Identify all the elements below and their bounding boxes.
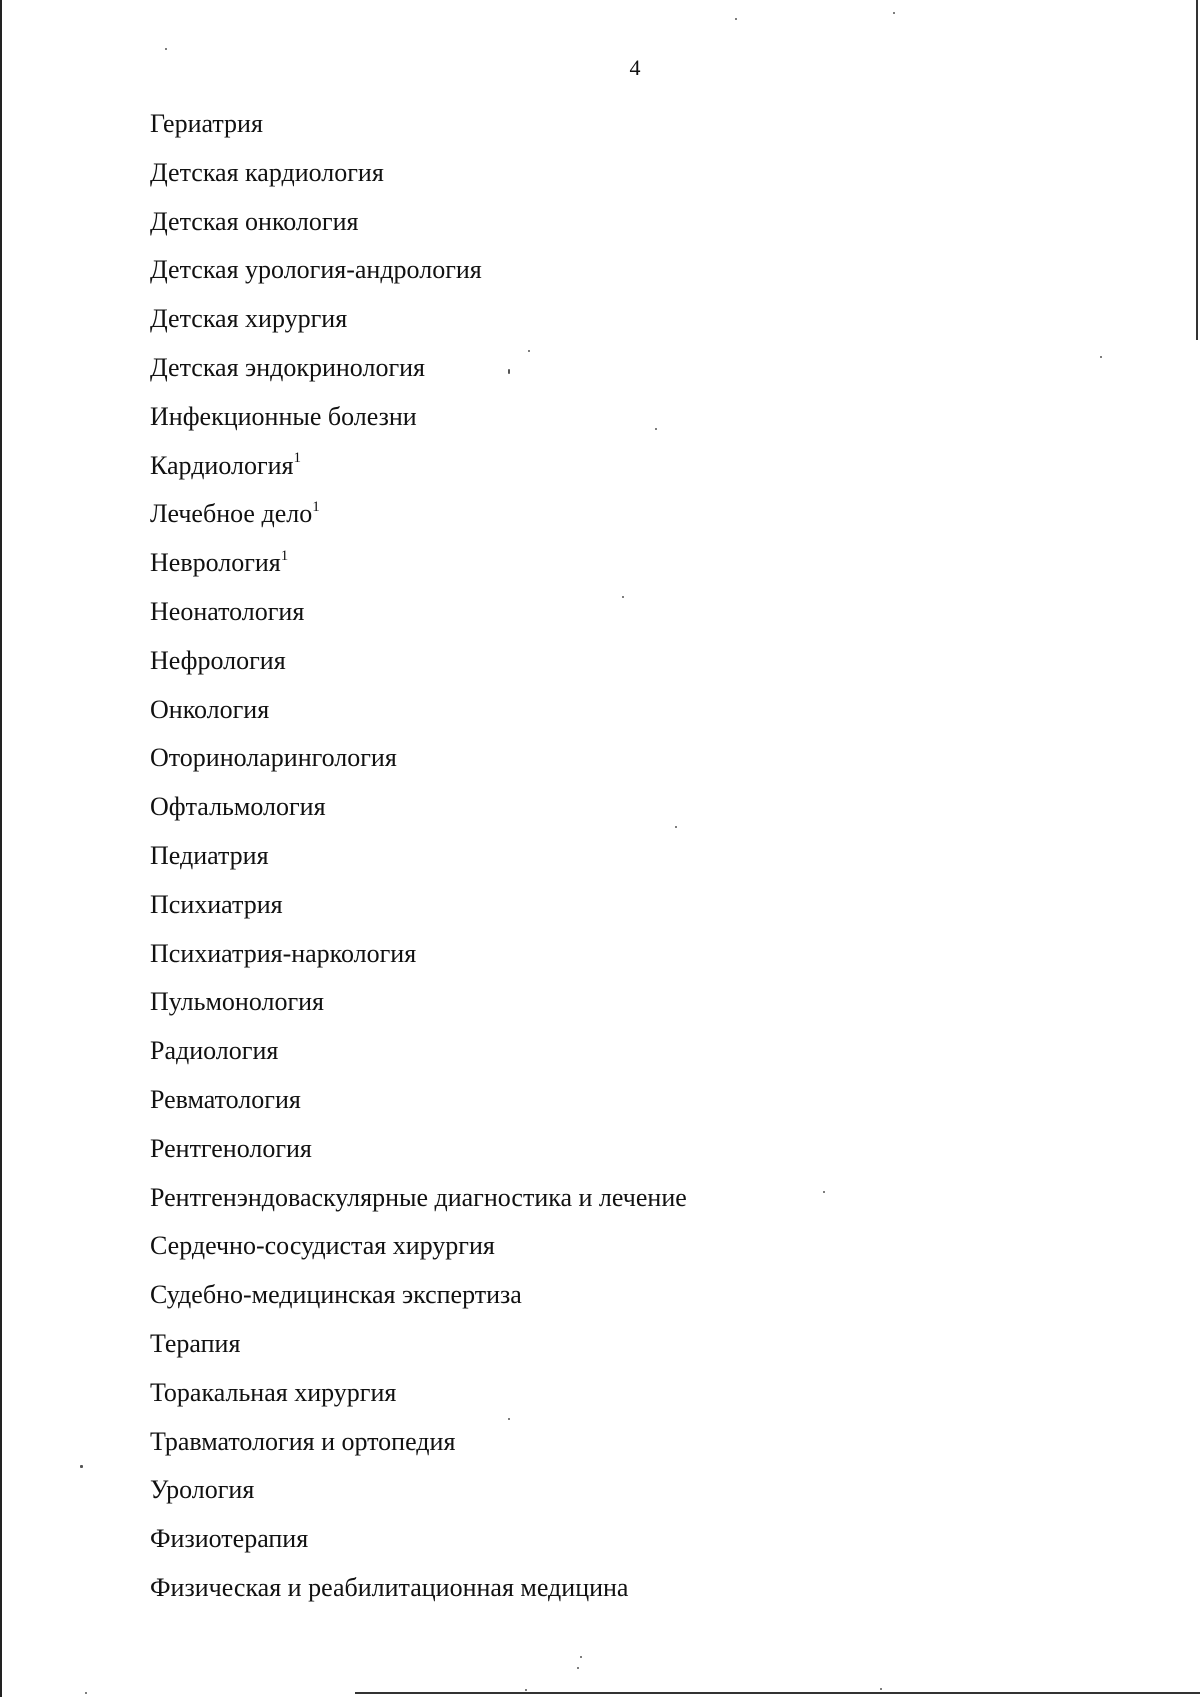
scan-speck (655, 428, 657, 430)
list-item-text: Лечебное дело (150, 499, 313, 529)
list-item-text: Физиотерапия (150, 1524, 309, 1554)
scan-speck (508, 1418, 510, 1420)
list-item (150, 1329, 687, 1378)
scan-speck (580, 1656, 582, 1658)
footnote-marker: 1 (312, 498, 320, 515)
list-item-text: Физическая и реабилитационная медицина (150, 1572, 629, 1602)
scan-speck (525, 1689, 527, 1691)
list-item (150, 1475, 687, 1524)
scan-bottom-edge (355, 1692, 1200, 1694)
list-item (150, 890, 687, 939)
scan-speck (80, 1465, 83, 1468)
scan-speck (165, 48, 167, 50)
list-item (150, 1280, 687, 1329)
list-item (150, 1427, 687, 1476)
scan-speck (577, 1667, 579, 1669)
scan-speck (622, 596, 624, 598)
list-item (150, 1231, 687, 1280)
list-item-text: Инфекционные болезни (150, 401, 417, 431)
list-item-text: Детская эндокринология (150, 352, 425, 382)
list-item (150, 255, 687, 304)
list-item-text: Детская онкология (150, 206, 359, 236)
list-item (150, 1085, 687, 1134)
list-item (150, 1378, 687, 1427)
list-item-text: Психиатрия (150, 889, 283, 919)
scan-speck (823, 1191, 825, 1193)
list-item-text: Урология (150, 1475, 255, 1505)
list-item-text: Ревматология (150, 1084, 301, 1114)
list-item (150, 207, 687, 256)
list-item-text: Офтальмология (150, 792, 326, 822)
list-item (150, 1573, 687, 1622)
list-item (150, 646, 687, 695)
list-item-text: Оториноларингология (150, 743, 397, 773)
scan-right-edge (1196, 0, 1198, 340)
list-item-text: Торакальная хирургия (150, 1377, 397, 1407)
list-item (150, 939, 687, 988)
list-item (150, 743, 687, 792)
list-item-text: Травматология и ортопедия (150, 1426, 456, 1456)
page-number: 4 (629, 55, 641, 80)
list-item-text: Детская урология-андрология (150, 255, 482, 285)
list-item-text: Судебно-медицинская экспертиза (150, 1280, 522, 1310)
specialty-list (150, 109, 687, 1622)
scan-speck (735, 18, 737, 20)
list-item (150, 451, 687, 500)
list-item (150, 304, 687, 353)
scan-speck (508, 369, 510, 374)
list-item (150, 1134, 687, 1183)
list-item-text: Детская кардиология (150, 157, 384, 187)
list-item-text: Психиатрия-наркология (150, 938, 417, 968)
list-item (150, 841, 687, 890)
list-item (150, 1183, 687, 1232)
list-item (150, 158, 687, 207)
scan-speck (880, 1688, 882, 1690)
list-item-text: Неврология (150, 548, 281, 578)
list-item (150, 402, 687, 451)
scan-speck (675, 826, 677, 828)
list-item-text: Педиатрия (150, 840, 269, 870)
scan-left-edge (0, 0, 2, 1697)
list-item (150, 109, 687, 158)
list-item-text: Гериатрия (150, 109, 263, 138)
list-item-text: Рентгенология (150, 1133, 312, 1163)
list-item-text: Нефрология (150, 645, 286, 675)
footnote-marker: 1 (280, 547, 289, 564)
scan-speck (528, 350, 530, 352)
list-item (150, 792, 687, 841)
list-item (150, 597, 687, 646)
scan-speck (85, 1692, 87, 1694)
scan-speck (893, 12, 895, 14)
list-item-text: Пульмонология (150, 987, 325, 1017)
list-item (150, 499, 687, 548)
list-item-text: Онкология (150, 694, 270, 724)
list-item-text: Сердечно-сосудистая хирургия (150, 1231, 495, 1261)
list-item-text: Радиология (150, 1036, 279, 1066)
list-item (150, 1524, 687, 1573)
list-item (150, 548, 687, 597)
list-item (150, 695, 687, 744)
list-item-text: Неонатология (150, 596, 305, 626)
list-item (150, 1036, 687, 1085)
list-item-text: Терапия (150, 1328, 241, 1358)
list-item (150, 353, 687, 402)
list-item-text: Кардиология (150, 450, 294, 480)
list-item-text: Детская хирургия (150, 304, 348, 334)
footnote-marker: 1 (293, 449, 302, 466)
list-item-text: Рентгенэндоваскулярные диагностика и лечение (150, 1182, 687, 1212)
scan-speck (1100, 356, 1102, 358)
list-item (150, 987, 687, 1036)
